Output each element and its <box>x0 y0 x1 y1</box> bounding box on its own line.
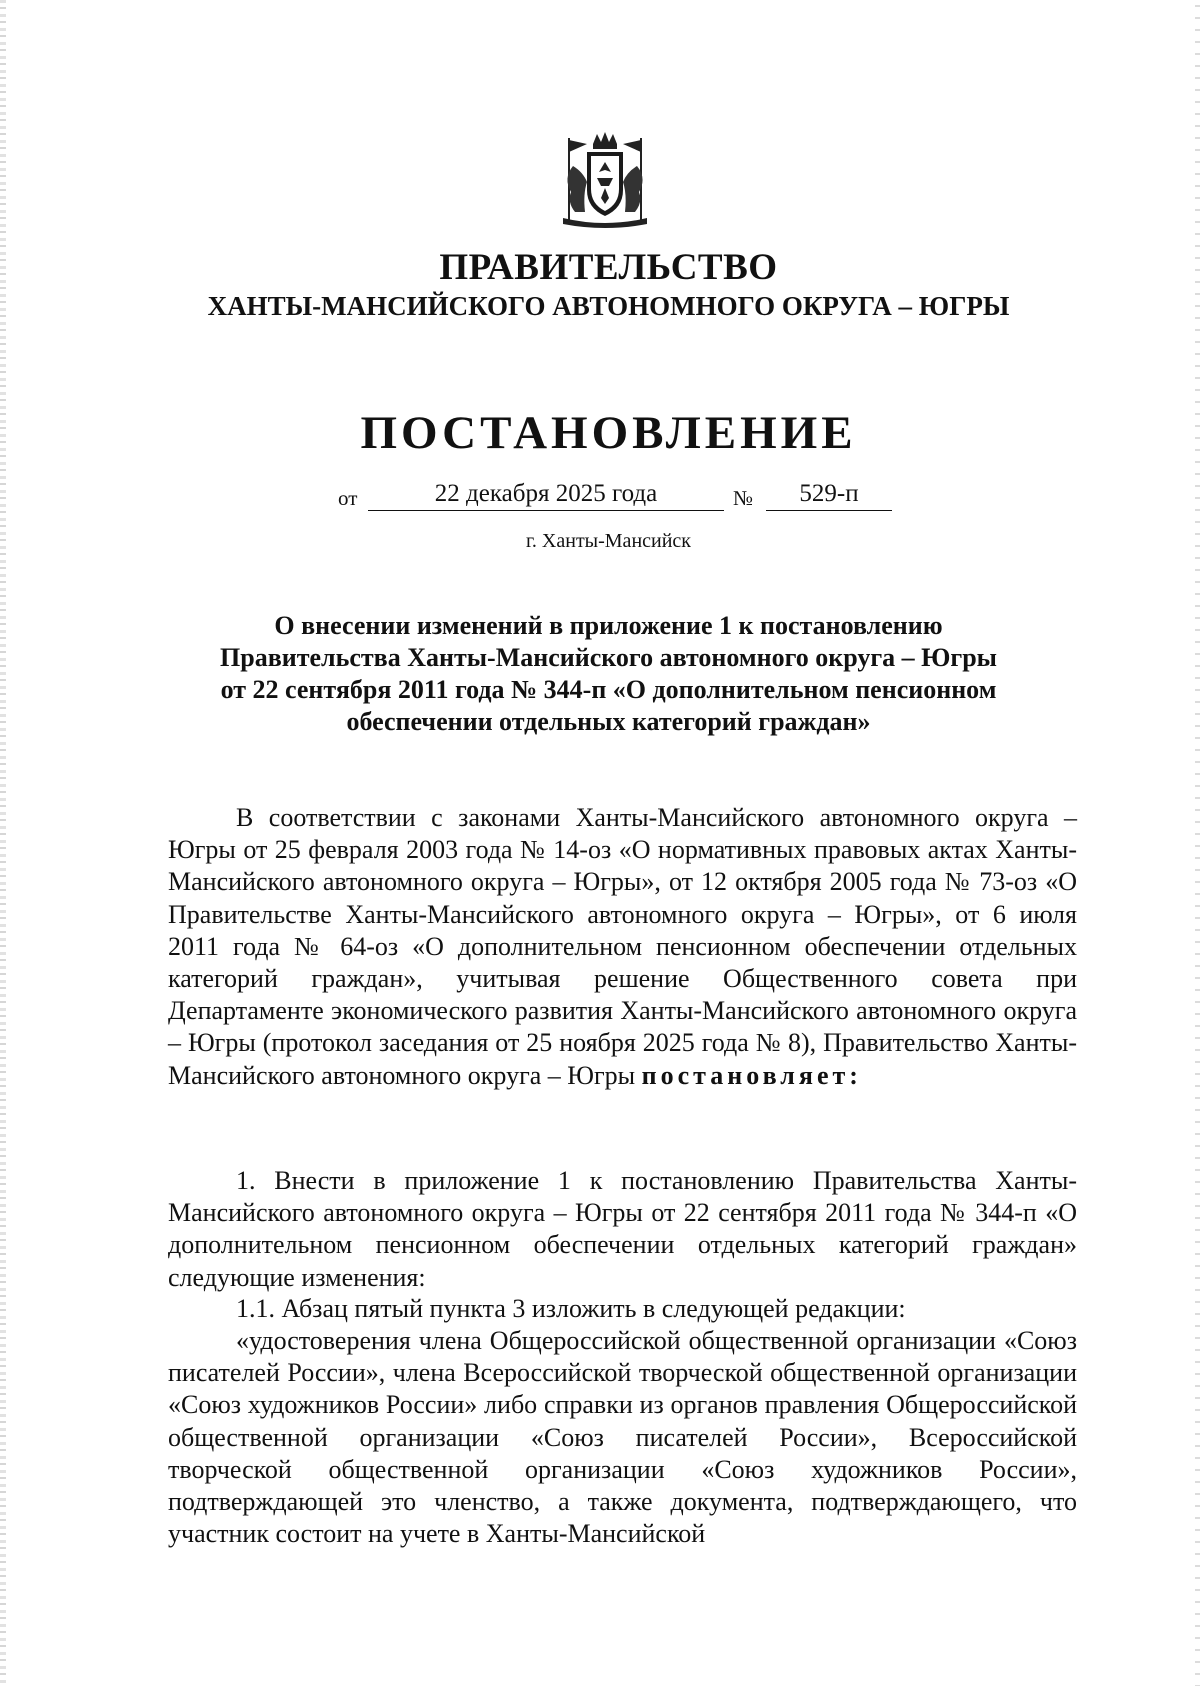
document-number: 529-п <box>766 478 892 511</box>
item-1-1-text: 1.1. Абзац пятый пункта 3 изложить в следующей редакции: <box>236 1294 906 1323</box>
item-1-paragraph <box>168 1165 1077 1294</box>
government-subtitle: ХАНТЫ-МАНСИЙСКОГО АВТОНОМНОГО ОКРУГА – ЮГРЫ <box>207 291 1010 321</box>
quote-paragraph <box>168 1325 1077 1550</box>
khmao-coat-of-arms-icon <box>553 128 657 232</box>
date-number-line <box>338 478 898 514</box>
quote-text: «удостоверения члена Общероссийской общественной организации «Союз писателей России», члена Всероссийской творческой общественной организации «Союз художников России» либо справки из органов правления Общероссийской общественной организации «Союз писателей России», Всероссийской творческой общественной организации «Союз художников России», подтверждающей это членство, а также документа, подтверждающего, что участник состоит на учете в Ханты-Мансийской <box>168 1326 1077 1549</box>
document-date: 22 декабря 2025 года <box>368 478 724 511</box>
date-label: от <box>338 486 358 510</box>
document-type: ПОСТАНОВЛЕНИЕ <box>360 407 857 459</box>
preamble-paragraph <box>168 802 1077 1092</box>
item-1-1-paragraph <box>168 1293 1077 1325</box>
document-city: г. Ханты-Мансийск <box>525 530 692 552</box>
item-1-text: 1. Внести в приложение 1 к постановлению Правительства Ханты-Мансийского автономного округа – Югры от 22 сентября 2011 года № 344-п «О дополнительном пенсионном обеспечении отдельных категорий граждан» следующие изменения: <box>168 1166 1077 1292</box>
number-label: № <box>733 486 754 510</box>
preamble-text: В соответствии с законами Ханты-Мансийского автономного округа – Югры от 25 февраля 2003 года № 14-оз «О нормативных правовых актах Ханты-Мансийского автономного округа – Югры», от 12 октября 2005 года № 73-оз «О Правительстве Ханты-Мансийского автономного округа – Югры», от 6 июля 2011 года № 64-оз «О дополнительном пенсионном обеспечении отдельных категорий граждан», учитывая решение Общественного совета при Департаменте экономического развития Ханты-Мансийского автономного округа – Югры (протокол заседания от 25 ноября 2025 года № 8), Правительство Ханты-Мансийского автономного округа – Югры <box>168 803 1077 1090</box>
document-subject: О внесении изменений в приложение 1 к постановлению Правительства Ханты-Мансийского автономного округа – Югры от 22 сентября 2011 года № 344-п «О дополнительном пенсионном обеспечении отдельных категорий граждан» <box>220 611 997 736</box>
government-title: ПРАВИТЕЛЬСТВО <box>439 247 778 288</box>
resolves-word: постановляет: <box>641 1060 862 1090</box>
